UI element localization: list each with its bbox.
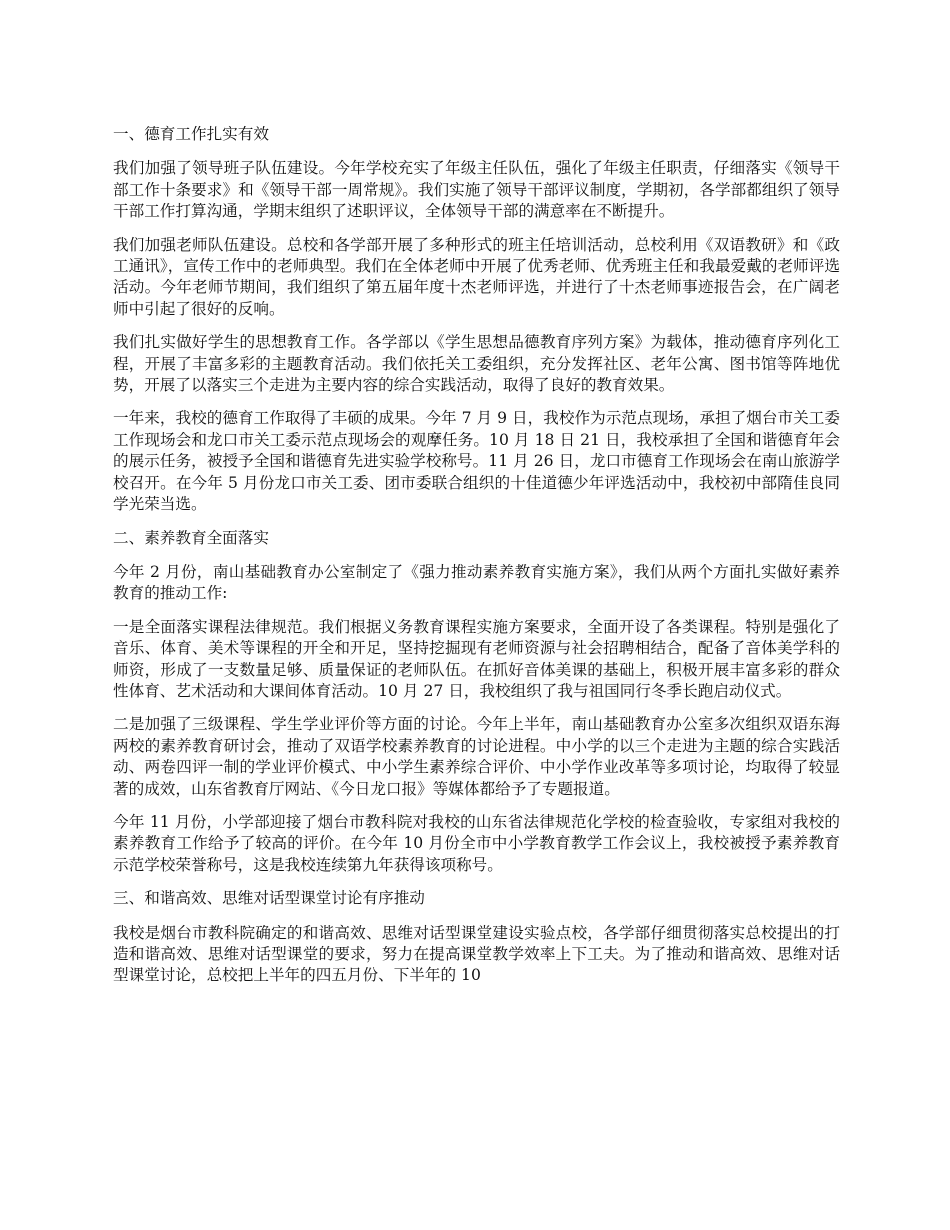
paragraph-student-ideology: 我们扎实做好学生的思想教育工作。各学部以《学生思想品德教育序列方案》为载体，推动德育序列化工程，开展了丰富多彩的主题教育活动。我们依托关工委组织，充分发挥社区、老年公寓、图书馆等阵地优势，开展了以落实三个走进为主要内容的综合实践活动，取得了良好的教育效果。	[113, 333, 840, 395]
section-heading-classroom-research: 三、和谐高效、思维对话型课堂讨论有序推动	[113, 889, 425, 908]
paragraph-moral-achievements: 一年来，我校的德育工作取得了丰硕的成果。今年 7 月 9 日，我校作为示范点现场，承担了烟台市关工委工作现场会和龙口市关工委示范点现场会的观摩任务。10 月 18 日 21 日，我校承担了全国和谐德育年会的展示任务，被授予全国和谐德育先进实验学校称号。11 月 26 日，龙口市德育工作现场会在南山旅游学校召开。在今年 5 月份龙口市关工委、团市委联合组织的十佳道德少年评选活动中，我校初中部隋佳良同学光荣当选。	[113, 409, 840, 514]
paragraph-inspection: 今年 11 月份，小学部迎接了烟台市教科院对我校的山东省法律规范化学校的检查验收，专家组对我校的素养教育工作给予了较高的评价。在今年 10 月份全市中小学教育教学工作会议上，我校被授予素养教育示范学校荣誉称号，这是我校连续第九年获得该项称号。	[113, 812, 840, 874]
paragraph-evaluation-research: 二是加强了三级课程、学生学业评价等方面的讨论。今年上半年，南山基础教育办公室多次组织双语东海两校的素养教育研讨会，推动了双语学校素养教育的讨论进程。中小学的以三个走进为主题的综合实践活动、两卷四评一制的学业评价模式、中小学生素养综合评价、中小学作业改革等多项讨论，均取得了较显著的成效，山东省教育厅网站、《今日龙口报》等媒体都给予了专题报道。	[113, 715, 840, 798]
paragraph-teacher-team: 我们加强老师队伍建设。总校和各学部开展了多种形式的班主任培训活动，总校利用《双语教研》和《政工通讯》，宣传工作中的老师典型。我们在全体老师中开展了优秀老师、优秀班主任和我最爱戴的老师评选活动。今年老师节期间，我们组织了第五届年度十杰老师评选，并进行了十杰老师事迹报告会，在广阔老师中引起了很好的反响。	[113, 235, 840, 318]
paragraph-quality-plan: 今年 2 月份，南山基础教育办公室制定了《强力推动素养教育实施方案》，我们从两个方面扎实做好素养教育的推动工作:	[113, 562, 840, 603]
paragraph-curriculum: 一是全面落实课程法律规范。我们根据义务教育课程实施方案要求，全面开设了各类课程。特别是强化了音乐、体育、美术等课程的开全和开足，坚持挖掘现有老师资源与社会招聘相结合，配备了音体美学科的师资，形成了一支数量足够、质量保证的老师队伍。在抓好音体美课的基础上，积极开展丰富多彩的群众性体育、艺术活动和大课间体育活动。10 月 27 日，我校组织了我与祖国同行冬季长跑启动仪式。	[113, 617, 840, 700]
section-heading-moral-education: 一、德育工作扎实有效	[113, 125, 269, 143]
paragraph-classroom-pilot: 我校是烟台市教科院确定的和谐高效、思维对话型课堂建设实验点校，各学部仔细贯彻落实总校提出的打造和谐高效、思维对话型课堂的要求，努力在提高课堂教学效率上下工夫。为了推动和谐高效、思维对话型课堂讨论，总校把上半年的四五月份、下半年的 10	[113, 923, 840, 985]
paragraph-leadership-team: 我们加强了领导班子队伍建设。今年学校充实了年级主任队伍，强化了年级主任职责，仔细落实《领导干部工作十条要求》和《领导干部一周常规》。我们实施了领导干部评议制度，学期初，各学部都组织了领导干部工作打算沟通，学期末组织了述职评议，全体领导干部的满意率在不断提升。	[113, 159, 840, 221]
section-heading-quality-education: 二、素养教育全面落实	[113, 528, 269, 547]
document-body	[113, 124, 840, 999]
